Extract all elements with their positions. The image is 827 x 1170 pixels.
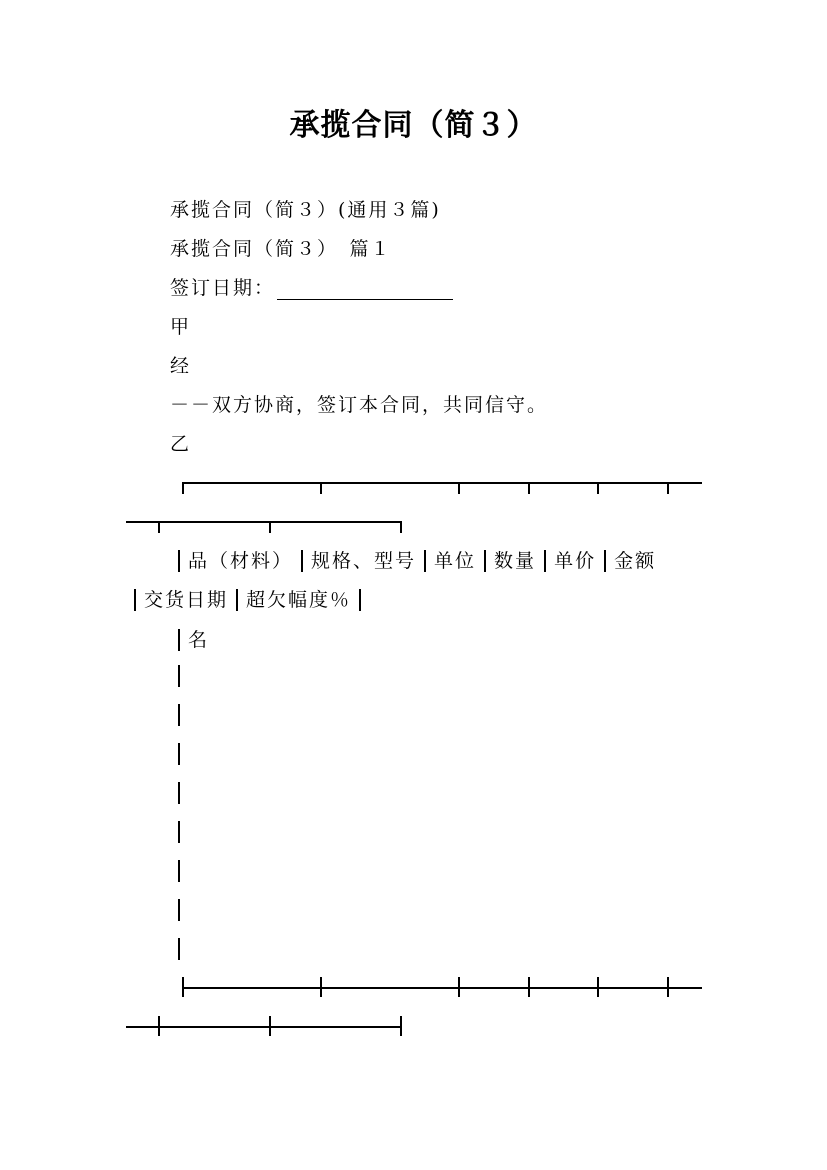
table-left-border xyxy=(178,938,180,960)
table-divider xyxy=(0,977,827,997)
table-name-row xyxy=(170,627,209,652)
via-label: 经 xyxy=(170,355,192,377)
sign-date-label: 签订日期： xyxy=(170,277,276,299)
header-material: 品（材料） xyxy=(188,550,294,572)
header-tolerance: 超欠幅度％ xyxy=(246,589,352,611)
table-header-row-1 xyxy=(170,548,656,573)
header-unit: 单位 xyxy=(434,550,477,572)
section-heading: 承揽合同（简３） 篇１ xyxy=(170,238,392,260)
table-left-border xyxy=(178,665,180,687)
header-amount: 金额 xyxy=(614,550,657,572)
page-title: 承揽合同（简３） xyxy=(289,108,538,143)
table-left-border xyxy=(178,821,180,843)
table-top-border-wrap xyxy=(0,511,827,531)
header-spec: 规格、型号 xyxy=(311,550,417,572)
table-left-border xyxy=(178,704,180,726)
header-name-suffix: 名 xyxy=(188,629,210,651)
agreement-line: －－双方协商，签订本合同，共同信守。 xyxy=(170,394,549,416)
sign-date-row xyxy=(170,276,453,300)
header-delivery-date: 交货日期 xyxy=(144,589,229,611)
party-b-label: 乙 xyxy=(170,433,192,455)
header-unit-price: 单价 xyxy=(554,550,597,572)
party-a-label: 甲 xyxy=(170,316,192,338)
table-left-border xyxy=(178,743,180,765)
table-header-row-2 xyxy=(126,587,369,612)
table-left-border xyxy=(178,899,180,921)
table-top-border xyxy=(0,472,827,492)
document-subtitle: 承揽合同（简３）(通用３篇) xyxy=(170,199,441,221)
table-left-border xyxy=(178,782,180,804)
header-quantity: 数量 xyxy=(494,550,537,572)
sign-date-blank xyxy=(277,281,453,300)
table-divider-wrap xyxy=(0,1016,827,1036)
table-left-border xyxy=(178,860,180,882)
